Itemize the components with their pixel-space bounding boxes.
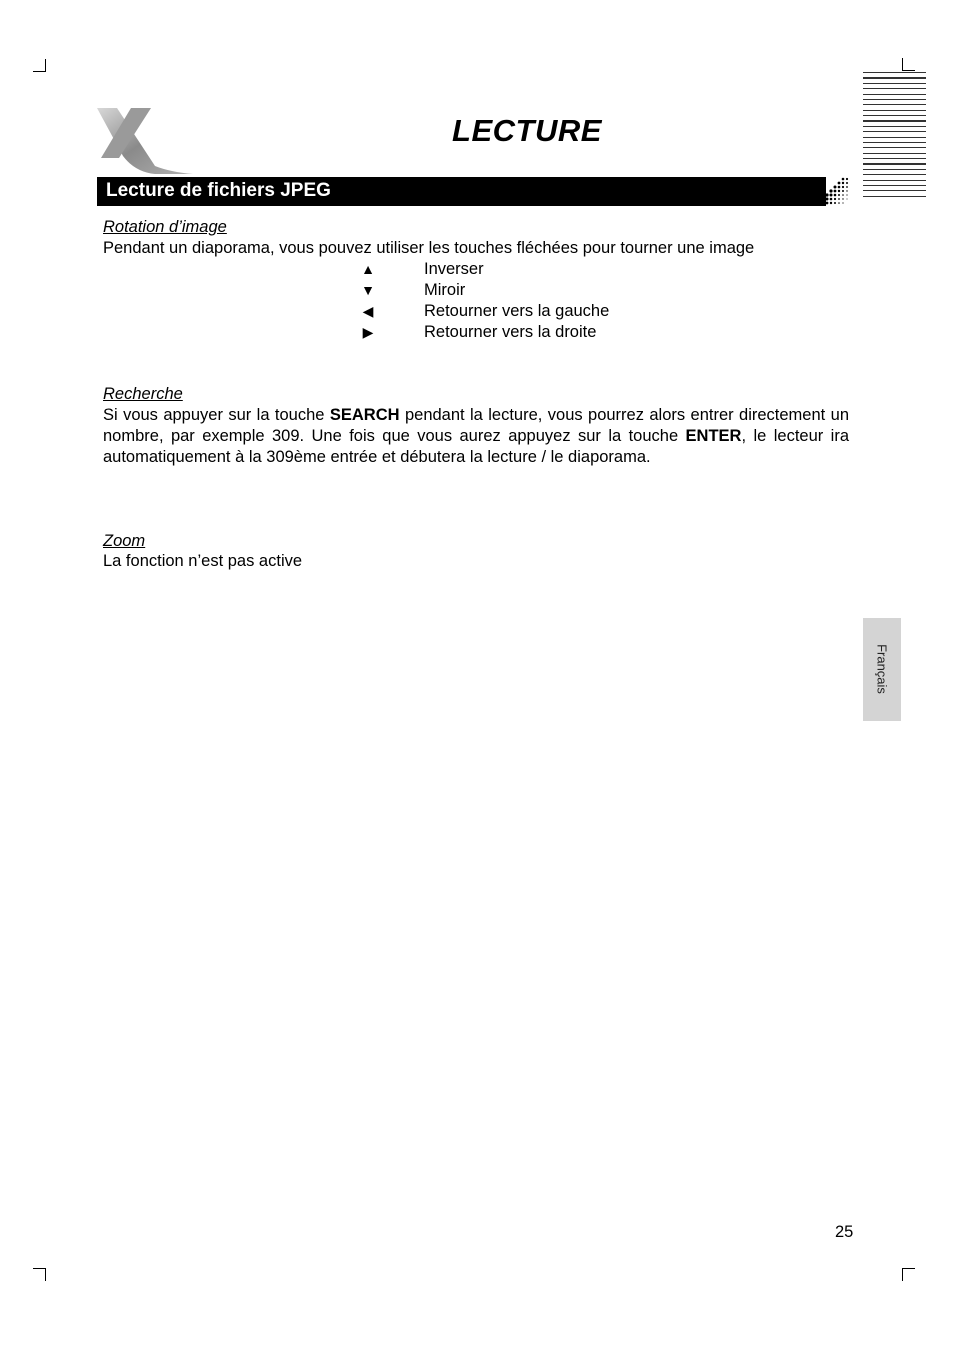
triangle-right-icon: ▶: [362, 324, 374, 340]
rotation-item-label: Retourner vers la droite: [424, 323, 597, 341]
zoom-heading: Zoom: [103, 532, 146, 550]
rotation-intro: Pendant un diaporama, vous pouvez utiliser les touches fléchées pour tourner une image: [103, 239, 755, 257]
search-text-2: pendant la lecture, vous pourrez alors entrer directement un nombre, par exemple 309. Une fois que vous aurez appuyez sur la touche: [103, 406, 849, 445]
zoom-text: La fonction n’est pas active: [103, 552, 303, 570]
rotation-item-inverser: [360, 259, 484, 280]
halftone-dots-icon: [815, 177, 853, 206]
language-tab: [863, 618, 901, 721]
rotation-item-left: [360, 301, 610, 322]
page-number: 25: [835, 1223, 854, 1241]
enter-key-label: ENTER: [685, 427, 742, 445]
crop-mark-top-right: [902, 58, 915, 71]
rotation-item-label: Retourner vers la gauche: [424, 302, 610, 320]
rotation-item-right: [360, 322, 597, 343]
rotation-item-label: Miroir: [424, 281, 466, 299]
rotation-item-label: Inverser: [424, 260, 484, 278]
search-key-label: SEARCH: [329, 406, 400, 424]
triangle-left-icon: ◀: [362, 303, 374, 319]
section-title: Lecture de fichiers JPEG: [106, 180, 331, 201]
crop-mark-top-left: [33, 59, 46, 72]
rotation-heading: Rotation d’image: [103, 218, 227, 236]
search-heading: Recherche: [103, 385, 183, 403]
search-paragraph: [103, 405, 849, 468]
crop-mark-bottom-right: [902, 1268, 915, 1281]
triangle-up-icon: ▲: [361, 261, 375, 277]
triangle-down-icon: ▼: [361, 282, 375, 298]
crop-mark-bottom-left: [33, 1268, 46, 1281]
language-label: Français: [874, 644, 890, 694]
search-text-3: , le lecteur ira automatiquement à la 309ème entrée et débutera la lecture / le diaporama.: [103, 427, 849, 466]
page-title: LECTURE: [452, 113, 602, 148]
rotation-item-miroir: [360, 280, 466, 301]
search-text-1: Si vous appuyer sur la touche: [103, 406, 330, 424]
